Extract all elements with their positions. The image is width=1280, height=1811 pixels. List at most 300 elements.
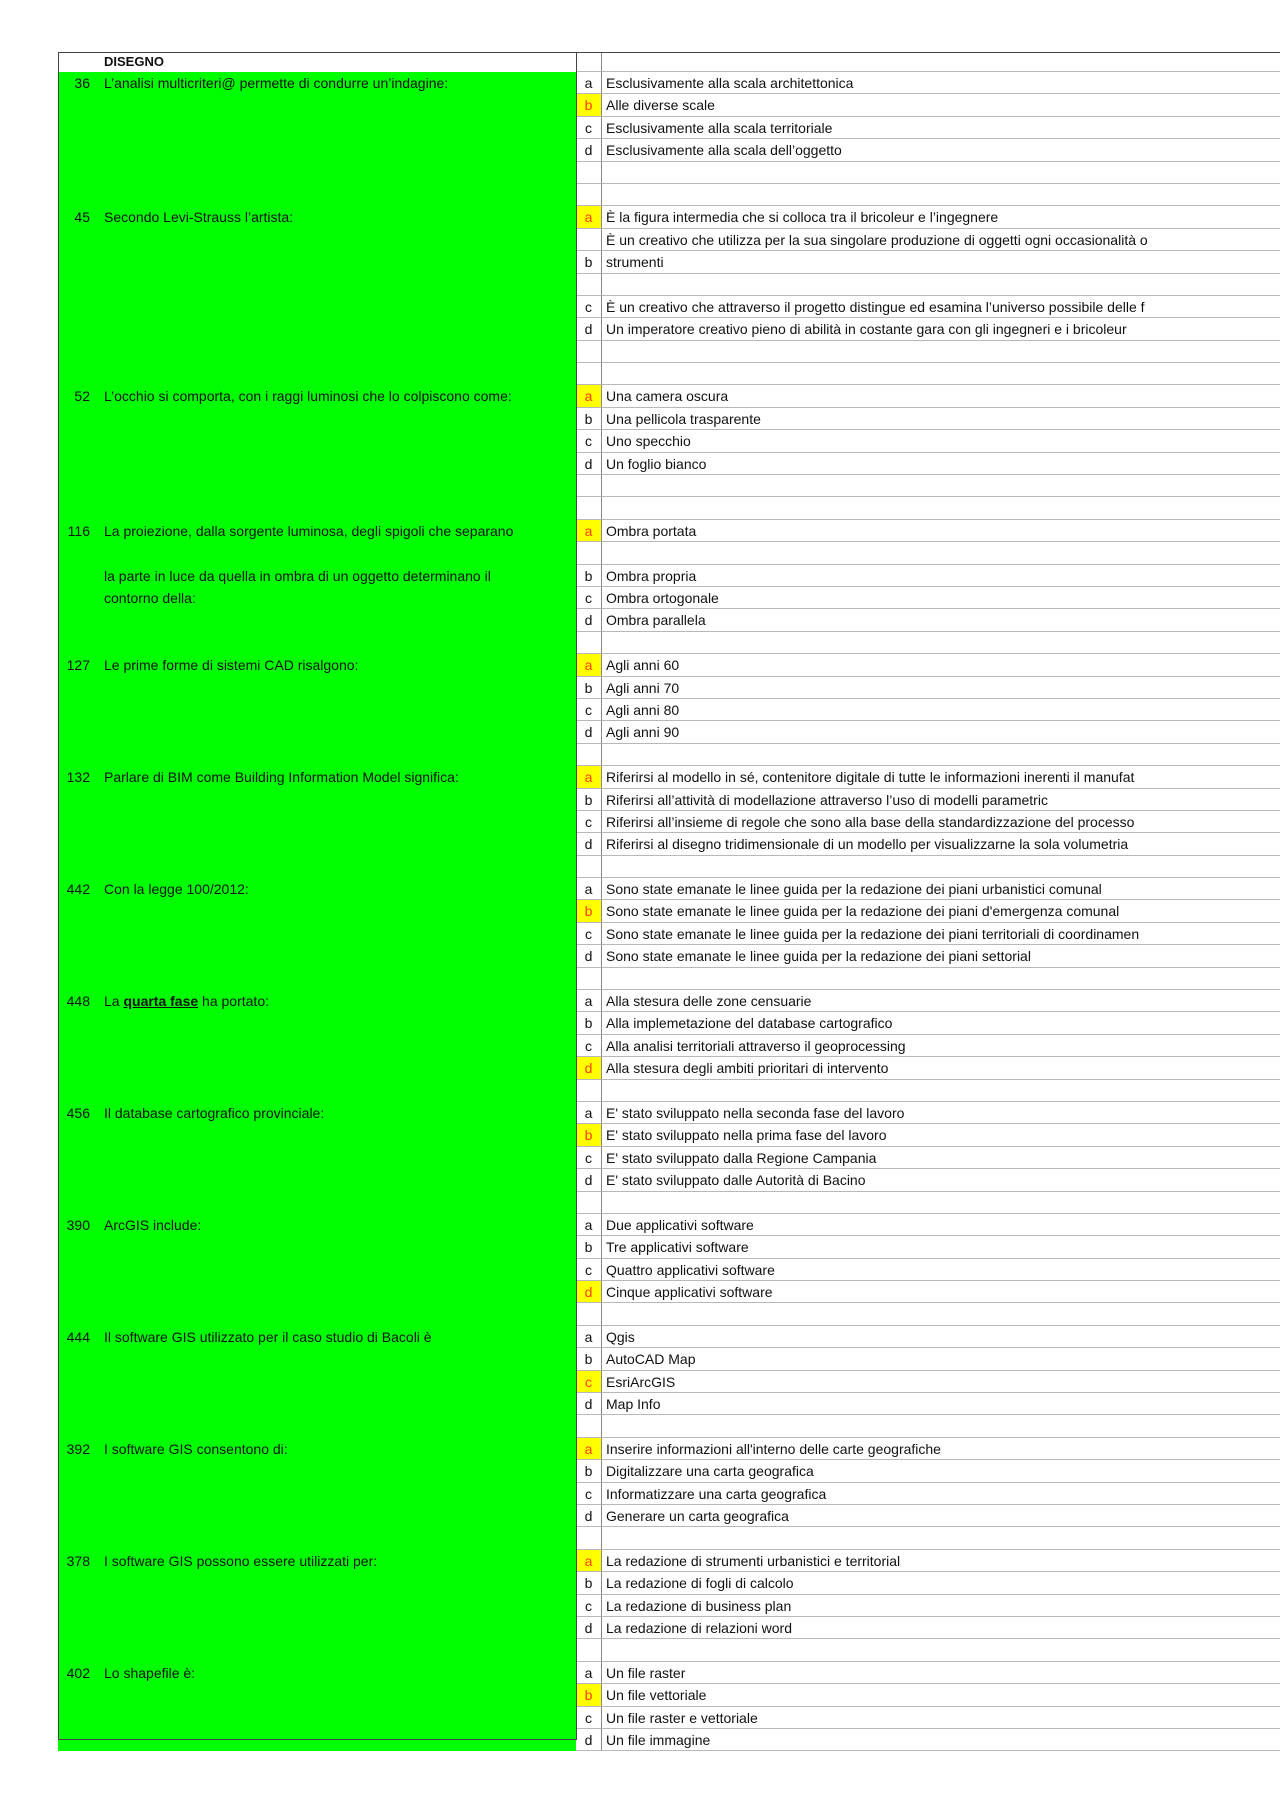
table-row (58, 833, 1280, 855)
question-cell[interactable] (58, 1505, 576, 1527)
question-cell[interactable] (58, 430, 576, 452)
table-row (58, 856, 1280, 878)
table-row (58, 1550, 1280, 1572)
table-row (58, 1393, 1280, 1415)
spreadsheet (58, 52, 1280, 1751)
table-row (58, 363, 1280, 385)
answer-text[interactable]: Un file raster e vettoriale (602, 1707, 1280, 1729)
answer-letter-empty[interactable] (576, 341, 602, 363)
answer-letter[interactable]: c (576, 1035, 602, 1057)
table-row (58, 520, 1280, 542)
answer-letter-empty[interactable] (576, 475, 602, 497)
answer-text[interactable]: Agli anni 80 (602, 699, 1280, 721)
answer-letter[interactable]: d (576, 1393, 602, 1415)
question-cell[interactable] (58, 900, 576, 922)
table-row (58, 1169, 1280, 1191)
question-cell[interactable] (58, 296, 576, 318)
table-row (58, 453, 1280, 475)
table-row (58, 430, 1280, 452)
table-row (58, 475, 1280, 497)
question-cell[interactable] (58, 856, 576, 878)
table-row (58, 654, 1280, 676)
answer-letter[interactable]: c (576, 1595, 602, 1617)
answer-text[interactable]: AutoCAD Map (602, 1348, 1280, 1370)
answer-letter[interactable]: b (576, 1348, 602, 1370)
answer-letter[interactable]: d (576, 1617, 602, 1639)
question-cell[interactable] (58, 1460, 576, 1482)
question-text: I software GIS consentono di: (104, 1440, 288, 1457)
answer-letter-empty[interactable] (576, 744, 602, 766)
answer-letter[interactable]: a (576, 1326, 602, 1348)
table-row (58, 139, 1280, 161)
answer-text[interactable]: La redazione di relazioni word (602, 1617, 1280, 1639)
table-row (58, 1617, 1280, 1639)
answer-letter[interactable]: a (576, 1662, 602, 1684)
answer-letter[interactable]: a (576, 520, 602, 542)
answer-empty[interactable] (602, 1639, 1280, 1661)
question-text-continued: la parte in luce da quella in ombra di un oggetto determinano il contorno della: (104, 567, 491, 606)
answer-text[interactable]: È un creativo che attraverso il progetto distingue ed esamina l’universo possibile delle f (602, 296, 1280, 318)
question-cell[interactable] (58, 721, 576, 743)
question-cell[interactable] (58, 1729, 576, 1751)
answer-letter[interactable]: c (576, 1371, 602, 1393)
answer-text[interactable]: La redazione di strumenti urbanistici e territorial (602, 1550, 1280, 1572)
answer-text[interactable]: Una camera oscura (602, 385, 1280, 407)
answer-text[interactable]: Esclusivamente alla scala architettonica (602, 72, 1280, 94)
table-row (58, 1729, 1280, 1751)
question-cell[interactable] (58, 341, 576, 363)
answer-text[interactable]: Ombra portata (602, 520, 1280, 542)
answer-letter-empty[interactable] (576, 184, 602, 206)
answer-text[interactable]: È un creativo che utilizza per la sua singolare produzione di oggetti ogni occasionalità o (602, 229, 1280, 251)
answer-letter[interactable]: a (576, 766, 602, 788)
answer-letter[interactable]: c (576, 1259, 602, 1281)
answer-text[interactable]: Sono state emanate le linee guida per la redazione dei piani urbanistici comunal (602, 878, 1280, 900)
answer-empty[interactable] (602, 1192, 1280, 1214)
answer-letter[interactable]: b (576, 251, 602, 273)
question-cell[interactable] (58, 162, 576, 184)
answer-letter[interactable]: c (576, 699, 602, 721)
question-number: 402 (66, 1664, 90, 1681)
question-number: 127 (66, 657, 90, 674)
table-row (58, 94, 1280, 116)
answer-letter[interactable]: a (576, 72, 602, 94)
question-cell[interactable] (58, 318, 576, 340)
table-row (58, 1595, 1280, 1617)
question-number: 36 (74, 75, 90, 91)
answer-letter[interactable]: b (576, 677, 602, 699)
answer-letter[interactable]: c (576, 1707, 602, 1729)
answer-letter[interactable]: a (576, 990, 602, 1012)
table-row (58, 117, 1280, 139)
question-cell[interactable] (58, 1415, 576, 1437)
answer-text[interactable]: Cinque applicativi software (602, 1281, 1280, 1303)
question-number: 45 (74, 209, 90, 226)
question-cell[interactable] (58, 1169, 576, 1191)
table-row (58, 1639, 1280, 1661)
question-cell[interactable] (58, 139, 576, 161)
answer-text[interactable]: Alla analisi territoriali attraverso il geoprocessing (602, 1035, 1280, 1057)
answer-text[interactable]: La redazione di business plan (602, 1595, 1280, 1617)
answer-text[interactable]: Riferirsi all’insieme di regole che sono alla base della standardizzazione del processo (602, 811, 1280, 833)
answer-text[interactable]: Sono state emanate le linee guida per la redazione dei piani d'emergenza comunal (602, 900, 1280, 922)
question-cell[interactable] (58, 1147, 576, 1169)
answer-empty[interactable] (602, 274, 1280, 296)
answer-letter[interactable]: a (576, 1102, 602, 1124)
answer-text[interactable]: Ombra ortogonale (602, 587, 1280, 609)
answer-text[interactable]: Un file raster (602, 1662, 1280, 1684)
answer-letter[interactable]: c (576, 117, 602, 139)
answer-letter[interactable]: d (576, 721, 602, 743)
answer-letter[interactable]: a (576, 1550, 602, 1572)
answer-letter-empty[interactable] (576, 632, 602, 654)
answer-letter[interactable]: d (576, 139, 602, 161)
table-row (58, 1662, 1280, 1684)
answer-letter[interactable]: c (576, 923, 602, 945)
answer-text[interactable]: La redazione di fogli di calcolo (602, 1572, 1280, 1594)
table-row (58, 296, 1280, 318)
table-row (58, 1035, 1280, 1057)
answer-text[interactable]: Sono state emanate le linee guida per la redazione dei piani settorial (602, 945, 1280, 967)
question-cell[interactable] (58, 497, 576, 519)
answer-text[interactable]: Informatizzare una carta geografica (602, 1483, 1280, 1505)
answer-letter[interactable]: d (576, 1169, 602, 1191)
answer-letter[interactable]: a (576, 206, 602, 228)
table-row (58, 1124, 1280, 1146)
question-cell[interactable] (58, 1057, 576, 1079)
answer-letter[interactable]: d (576, 609, 602, 631)
answer-letter[interactable]: d (576, 1729, 602, 1751)
answer-letter[interactable]: c (576, 811, 602, 833)
table-row (58, 251, 1280, 273)
answer-text[interactable]: Riferirsi all’attività di modellazione attraverso l’uso di modelli parametric (602, 789, 1280, 811)
table-row (58, 184, 1280, 206)
answer-letter[interactable]: c (576, 587, 602, 609)
question-cell[interactable] (58, 699, 576, 721)
answer-letter[interactable]: d (576, 945, 602, 967)
question-cell[interactable] (58, 1707, 576, 1729)
answer-text[interactable]: Alla implemetazione del database cartografico (602, 1012, 1280, 1034)
answer-empty[interactable] (602, 968, 1280, 990)
question-cell[interactable] (58, 184, 576, 206)
answer-letter[interactable]: a (576, 878, 602, 900)
table-row (58, 1303, 1280, 1325)
answer-text[interactable]: Una pellicola trasparente (602, 408, 1280, 430)
answer-letter-empty[interactable] (576, 542, 602, 564)
question-text: La proiezione, dalla sorgente luminosa, degli spigoli che separano (104, 522, 514, 539)
question-cell[interactable] (58, 945, 576, 967)
question-cell[interactable] (58, 363, 576, 385)
question-cell[interactable] (58, 542, 576, 564)
answer-text[interactable]: Un foglio bianco (602, 453, 1280, 475)
table-row (58, 744, 1280, 766)
answer-letter-empty[interactable] (576, 229, 602, 251)
answer-empty[interactable] (602, 162, 1280, 184)
table-row (58, 72, 1280, 94)
answer-letter[interactable]: d (576, 318, 602, 340)
answer-text[interactable]: È la figura intermedia che si colloca tra il bricoleur e l’ingegnere (602, 206, 1280, 228)
answer-letter[interactable]: b (576, 94, 602, 116)
table-row (58, 1415, 1280, 1437)
question-number: 442 (66, 881, 90, 898)
answer-letter[interactable]: b (576, 1012, 602, 1034)
table-row (58, 721, 1280, 743)
frame-bottom-border (58, 1739, 576, 1740)
table-row (58, 1684, 1280, 1706)
question-cell[interactable] (58, 94, 576, 116)
frame-column-divider (576, 52, 577, 1740)
question-number: 390 (66, 1216, 90, 1233)
question-cell[interactable] (58, 1012, 576, 1034)
answer-text[interactable]: Qgis (602, 1326, 1280, 1348)
question-cell[interactable] (58, 251, 576, 273)
answer-letter[interactable]: b (576, 1460, 602, 1482)
question-text: I software GIS possono essere utilizzati per: (104, 1552, 378, 1569)
answer-text[interactable]: Agli anni 70 (602, 677, 1280, 699)
question-cell[interactable] (58, 811, 576, 833)
answer-text[interactable]: Agli anni 90 (602, 721, 1280, 743)
answer-letter-empty[interactable] (576, 162, 602, 184)
table-row (58, 990, 1280, 1012)
question-cell[interactable] (58, 1639, 576, 1661)
answer-empty[interactable] (602, 1303, 1280, 1325)
answer-text[interactable]: Sono state emanate le linee guida per la redazione dei piani territoriali di coordinamen (602, 923, 1280, 945)
answer-letter[interactable]: b (576, 408, 602, 430)
question-cell[interactable] (58, 789, 576, 811)
answer-letter[interactable]: a (576, 1438, 602, 1460)
answer-text[interactable]: Uno specchio (602, 430, 1280, 452)
answer-empty[interactable] (602, 542, 1280, 564)
answer-text[interactable]: Alle diverse scale (602, 94, 1280, 116)
answer-text[interactable]: Un file vettoriale (602, 1684, 1280, 1706)
table-row (58, 229, 1280, 251)
question-cell[interactable] (58, 1348, 576, 1370)
answer-text[interactable]: Ombra propria (602, 565, 1280, 587)
answer-letter-empty[interactable] (576, 1192, 602, 1214)
answer-text[interactable]: Un imperatore creativo pieno di abilità in costante gara con gli ingegneri e i bricoleur (602, 318, 1280, 340)
table-row (58, 206, 1280, 228)
table-row (58, 1192, 1280, 1214)
answer-text[interactable]: Un file immagine (602, 1729, 1280, 1751)
answer-letter-empty[interactable] (576, 52, 602, 72)
question-cell[interactable] (58, 117, 576, 139)
question-cell[interactable] (58, 1281, 576, 1303)
table-row (58, 878, 1280, 900)
answer-letter-empty[interactable] (576, 274, 602, 296)
table-row (58, 1147, 1280, 1169)
question-cell[interactable] (58, 229, 576, 251)
answer-letter[interactable]: a (576, 654, 602, 676)
table-row (58, 811, 1280, 833)
question-text: Lo shapefile è: (104, 1664, 196, 1681)
answer-text[interactable]: Esclusivamente alla scala territoriale (602, 117, 1280, 139)
answer-letter-empty[interactable] (576, 363, 602, 385)
table-row (58, 408, 1280, 430)
answer-text[interactable]: Inserire informazioni all'interno delle carte geografiche (602, 1438, 1280, 1460)
answer-text[interactable]: Ombra parallela (602, 609, 1280, 631)
question-cell[interactable] (58, 1080, 576, 1102)
answer-text[interactable]: Quattro applicativi software (602, 1259, 1280, 1281)
answer-text[interactable]: Esclusivamente alla scala dell’oggetto (602, 139, 1280, 161)
answer-text[interactable]: E' stato sviluppato nella prima fase del lavoro (602, 1124, 1280, 1146)
answer-letter-empty[interactable] (576, 1080, 602, 1102)
answer-empty[interactable] (602, 497, 1280, 519)
question-cell[interactable] (58, 408, 576, 430)
table-row (58, 497, 1280, 519)
table-row (58, 1102, 1280, 1124)
table-row (58, 1326, 1280, 1348)
answer-text[interactable]: strumenti (602, 251, 1280, 273)
question-cell[interactable] (58, 744, 576, 766)
question-cell[interactable] (58, 1595, 576, 1617)
answer-empty[interactable] (602, 1415, 1280, 1437)
question-cell[interactable] (58, 677, 576, 699)
answer-empty[interactable] (602, 184, 1280, 206)
question-cell[interactable] (58, 1572, 576, 1594)
answer-empty[interactable] (602, 341, 1280, 363)
question-cell[interactable] (58, 274, 576, 296)
question-cell[interactable] (58, 1483, 576, 1505)
question-cell[interactable] (58, 1035, 576, 1057)
answer-text[interactable]: Due applicativi software (602, 1214, 1280, 1236)
question-number: 52 (74, 388, 90, 405)
answer-empty[interactable] (602, 744, 1280, 766)
table-row (58, 766, 1280, 788)
table-row (58, 1348, 1280, 1370)
question-cell[interactable] (58, 1236, 576, 1258)
answer-empty[interactable] (602, 1080, 1280, 1102)
table-row (58, 677, 1280, 699)
answer-letter[interactable]: d (576, 453, 602, 475)
question-number: 116 (67, 522, 90, 539)
answer-letter[interactable]: d (576, 833, 602, 855)
answer-letter[interactable]: b (576, 1236, 602, 1258)
answer-letter[interactable]: a (576, 385, 602, 407)
question-cell[interactable] (58, 609, 576, 631)
answer-letter-empty[interactable] (576, 1639, 602, 1661)
answer-text[interactable]: Digitalizzare una carta geografica (602, 1460, 1280, 1482)
question-text: Parlare di BIM come Building Information Model significa: (104, 769, 459, 786)
table-row (58, 1527, 1280, 1549)
table-row (58, 1572, 1280, 1594)
question-cell[interactable] (58, 1124, 576, 1146)
answer-letter[interactable]: b (576, 1572, 602, 1594)
question-suffix: ha portato: (198, 993, 269, 1010)
answer-letter[interactable]: b (576, 789, 602, 811)
answer-letter[interactable]: c (576, 1483, 602, 1505)
answer-text[interactable]: EsriArcGIS (602, 1371, 1280, 1393)
answer-letter-empty[interactable] (576, 497, 602, 519)
answer-empty[interactable] (602, 1527, 1280, 1549)
table-row (58, 1214, 1280, 1236)
answer-letter-empty[interactable] (576, 1527, 602, 1549)
answer-letter-empty[interactable] (576, 856, 602, 878)
question-cell[interactable] (58, 833, 576, 855)
answer-text[interactable]: Agli anni 60 (602, 654, 1280, 676)
question-cell[interactable] (58, 1259, 576, 1281)
answer-empty[interactable] (602, 363, 1280, 385)
question-cell[interactable] (58, 1684, 576, 1706)
answer-letter[interactable]: d (576, 1505, 602, 1527)
question-cell[interactable] (58, 475, 576, 497)
question-number: 456 (66, 1104, 90, 1121)
question-text: Con la legge 100/2012: (104, 881, 249, 898)
question-text: L’analisi multicriteri@ permette di condurre un’indagine: (104, 75, 449, 91)
table-row (58, 52, 1280, 72)
answer-text[interactable]: E' stato sviluppato dalle Autorità di Bacino (602, 1169, 1280, 1191)
question-cell[interactable] (58, 1393, 576, 1415)
answer-letter[interactable]: b (576, 1124, 602, 1146)
question-text: Secondo Levi-Strauss l’artista: (104, 209, 294, 226)
answer-text[interactable]: E' stato sviluppato dalla Regione Campania (602, 1147, 1280, 1169)
question-text: Il software GIS utilizzato per il caso studio di Bacoli è (104, 1328, 432, 1345)
question-number: 392 (66, 1440, 90, 1457)
table-row (58, 699, 1280, 721)
answer-empty[interactable] (602, 52, 1280, 72)
answer-letter[interactable]: b (576, 900, 602, 922)
answer-empty[interactable] (602, 856, 1280, 878)
answer-letter[interactable]: b (576, 1684, 602, 1706)
answer-letter-empty[interactable] (576, 1303, 602, 1325)
answer-letter[interactable]: d (576, 1057, 602, 1079)
table-row (58, 789, 1280, 811)
question-cell[interactable] (58, 632, 576, 654)
answer-empty[interactable] (602, 475, 1280, 497)
question-cell[interactable] (58, 1527, 576, 1549)
question-text: L’occhio si comporta, con i raggi luminosi che lo colpiscono come: (104, 388, 512, 405)
question-cell[interactable] (58, 453, 576, 475)
table-row (58, 1281, 1280, 1303)
question-cell[interactable] (58, 968, 576, 990)
question-number: 378 (66, 1552, 90, 1569)
answer-letter-empty[interactable] (576, 968, 602, 990)
answer-letter-empty[interactable] (576, 1415, 602, 1437)
answer-empty[interactable] (602, 632, 1280, 654)
answer-letter[interactable]: a (576, 1214, 602, 1236)
question-emphasis: quarta fase (123, 993, 199, 1010)
answer-text[interactable]: Map Info (602, 1393, 1280, 1415)
question-cell[interactable] (58, 923, 576, 945)
question-text: ArcGIS include: (104, 1216, 202, 1233)
answer-text[interactable]: E' stato sviluppato nella seconda fase del lavoro (602, 1102, 1280, 1124)
question-cell[interactable] (58, 1617, 576, 1639)
table-row (58, 1707, 1280, 1729)
answer-text[interactable]: Generare un carta geografica (602, 1505, 1280, 1527)
question-text: Le prime forme di sistemi CAD risalgono: (104, 657, 359, 674)
answer-letter[interactable]: c (576, 1147, 602, 1169)
question-cell[interactable] (58, 1192, 576, 1214)
table-row (58, 1483, 1280, 1505)
answer-letter[interactable]: c (576, 296, 602, 318)
table-row (58, 274, 1280, 296)
answer-text[interactable]: Tre applicativi software (602, 1236, 1280, 1258)
answer-text[interactable]: Riferirsi al modello in sé, contenitore digitale di tutte le informazioni inerenti il manufat (602, 766, 1280, 788)
table-row (58, 162, 1280, 184)
answer-text[interactable]: Alla stesura degli ambiti prioritari di intervento (602, 1057, 1280, 1079)
answer-letter[interactable]: c (576, 430, 602, 452)
question-number: 444 (66, 1328, 90, 1345)
table-row (58, 341, 1280, 363)
question-cell[interactable] (58, 1303, 576, 1325)
answer-text[interactable]: Alla stesura delle zone censuarie (602, 990, 1280, 1012)
answer-text[interactable]: Riferirsi al disegno tridimensionale di un modello per visualizzarne la sola volumetria (602, 833, 1280, 855)
question-cell[interactable] (58, 1371, 576, 1393)
answer-letter[interactable]: d (576, 1281, 602, 1303)
table-row (58, 1080, 1280, 1102)
table-row (58, 1505, 1280, 1527)
table-row (58, 1012, 1280, 1034)
answer-letter[interactable]: b (576, 565, 602, 587)
